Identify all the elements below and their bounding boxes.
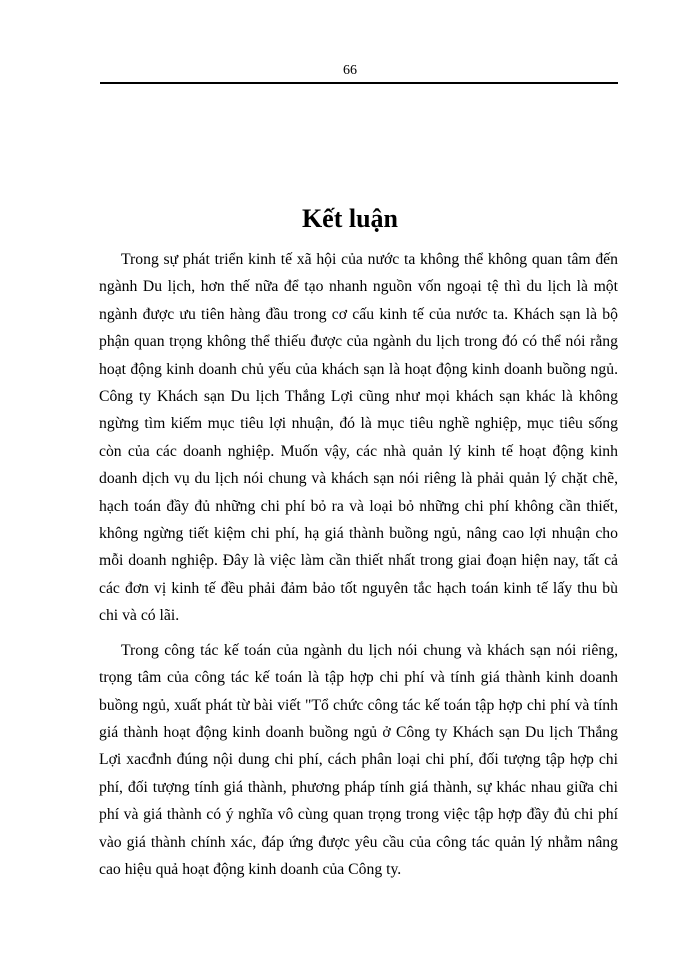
header-divider	[100, 82, 618, 84]
page-number: 66	[343, 63, 357, 78]
paragraph-1: Trong sự phát triển kinh tế xã hội của nước ta không thể không quan tâm đến ngành Du lịch, hơn thế nữa để tạo nhanh nguồn vốn ngoại tệ thì du lịch là một ngành được ưu tiên hàng đầu trong cơ cấu kinh tế của nước ta. Khách sạn là bộ phận quan trọng không thể thiếu được của ngành du lịch trong đó có thể nói rằng hoạt động kinh doanh chủ yếu của khách sạn là hoạt động kinh doanh buồng ngủ. Công ty Khách sạn Du lịch Thắng Lợi cũng như mọi khách sạn khác là không ngừng tìm kiếm mục tiêu lợi nhuận, đó là mục tiêu nghề nghiệp, mục tiêu sống còn của các doanh nghiệp. Muốn vậy, các nhà quản lý kinh tế hoạt động kinh doanh dịch vụ du lịch nói chung và khách sạn nói riêng là phải quản lý chặt chẽ, hạch toán đầy đủ những chi phí bỏ ra và loại bỏ những chi phí không cần thiết, không ngừng tiết kiệm chi phí, hạ giá thành buồng ngủ, nâng cao lợi nhuận cho mỗi doanh nghiệp. Đây là việc làm cần thiết nhất trong giai đoạn hiện nay, tất cả các đơn vị kinh tế đều phải đảm bảo tốt nguyên tắc hạch toán kinh tế lấy thu bù chi và có lãi.	[99, 251, 618, 625]
paragraph-2: Trong công tác kế toán của ngành du lịch nói chung và khách sạn nói riêng, trọng tâm của công tác kế toán là tập hợp chi phí và tính giá thành kinh doanh buồng ngủ, xuất phát từ bài viết "Tổ chức công tác kế toán tập hợp chi phí và tính giá thành hoạt động kinh doanh buồng ngủ ở Công ty Khách sạn Du lịch Thắng Lợi xacđnh đúng nội dung chi phí, cách phân loại chi phí, đối tượng tập hợp chi phí, đối tượng tính giá thành, phương pháp tính giá thành, sự khác nhau giữa chi phí và giá thành có ý nghĩa vô cùng quan trọng trong việc tập hợp đầy đủ chi phí vào giá thành chính xác, đáp ứng được yêu cầu của công tác quản lý nhằm nâng cao hiệu quả hoạt động kinh doanh của Công ty.	[99, 641, 618, 878]
page-title: Kết luận	[301, 204, 399, 233]
body-text	[99, 246, 618, 883]
